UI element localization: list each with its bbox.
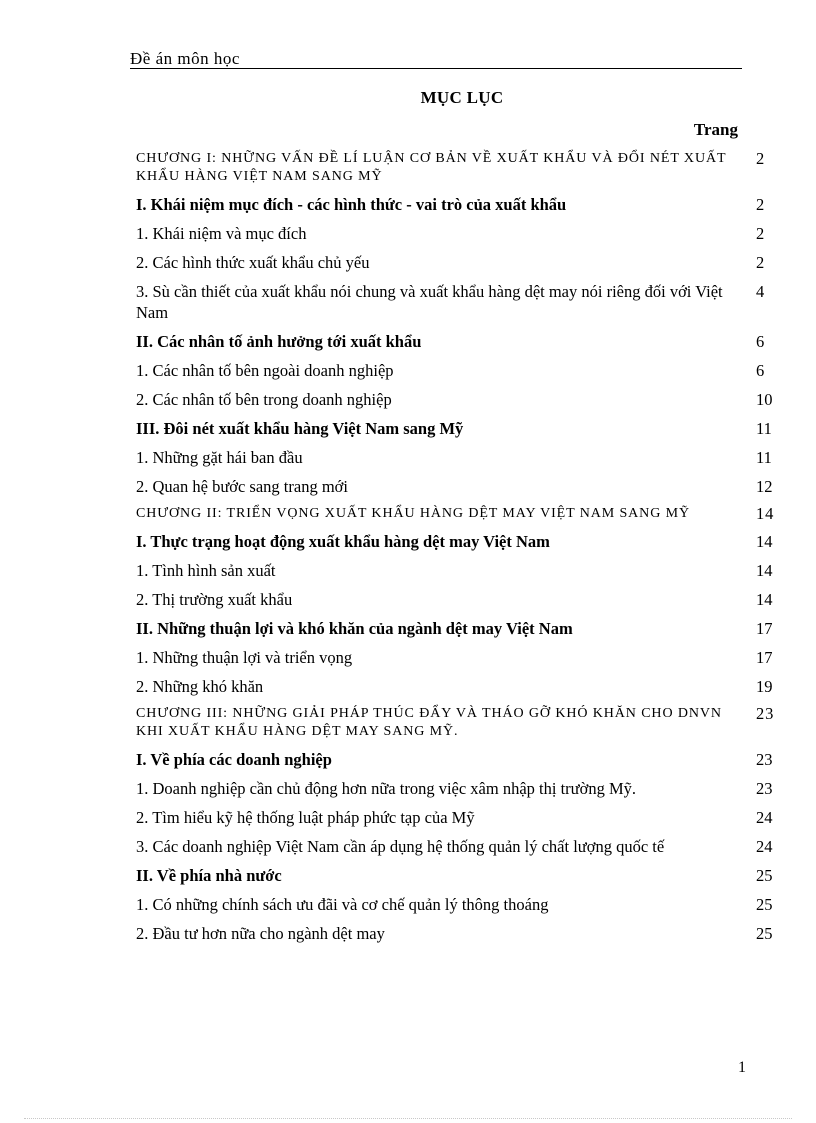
toc-entry-title: 1. Những thuận lợi và triển vọng [136,648,353,667]
toc-subsection-entry[interactable] [136,778,776,799]
toc-entry-title: 2. Các nhân tố bên trong doanh nghiệp [136,390,392,409]
toc-entry-title: 1. Các nhân tố bên ngoài doanh nghiệp [136,361,394,380]
toc-entry-page: 6 [756,361,765,380]
toc-entry-page: 4 [756,282,765,301]
toc-entry-page: 11 [756,448,772,467]
toc-entry-title: 1. Doanh nghiệp cần chủ động hơn nữa trong việc xâm nhập thị trường Mỹ. [136,779,636,798]
toc-entry-page: 17 [756,619,773,638]
toc-subsection-entry[interactable] [136,836,776,857]
toc-entry-page: 17 [756,648,773,667]
toc-entry-title: 2. Tìm hiểu kỹ hệ thống luật pháp phức tạp của Mỹ [136,808,475,827]
toc-title: MỤC LỤC [420,88,504,107]
toc-entry-title: 1. Có những chính sách ưu đãi và cơ chế quản lý thông thoáng [136,895,549,914]
toc-entry-title: CHƯƠNG I: NHỮNG VẤN ĐỀ LÍ LUẬN CƠ BẢN VỀ XUẤT KHẨU VÀ ĐỔI NÉT XUẤT KHẨU HÀNG VIỆT NAM SANG MỸ [136,151,727,184]
toc-entry-title: III. Đôi nét xuất khẩu hàng Việt Nam sang Mỹ [136,419,464,438]
toc-entry-title: II. Những thuận lợi và khó khăn của ngành dệt may Việt Nam [136,619,573,638]
toc-entry-title: 2. Những khó khăn [136,677,264,696]
toc-subsection-entry[interactable] [136,676,776,697]
toc-entry-title: 1. Những gặt hái ban đầu [136,448,303,467]
toc-entry-page: 23 [756,704,775,723]
toc-entry-page: 2 [756,224,765,243]
toc-entry-page: 25 [756,895,773,914]
toc-chapter-entry[interactable] [136,505,776,523]
toc-entry-title: CHƯƠNG II: TRIỂN VỌNG XUẤT KHẨU HÀNG DỆT MAY VIỆT NAM SANG MỸ [136,506,690,521]
toc-entry-page: 23 [756,779,773,798]
toc-entry-title: I. Về phía các doanh nghiệp [136,750,332,769]
toc-entry-title: II. Về phía nhà nước [136,866,282,885]
toc-entry-title: 1. Tình hình sản xuất [136,561,276,580]
toc-entry-page: 11 [756,419,772,438]
toc-entry-title: I. Khái niệm mục đích - các hình thức - vai trò của xuất khẩu [136,195,567,214]
toc-entry-page: 19 [756,677,773,696]
toc-section-entry[interactable] [136,531,776,552]
toc-entry-page: 24 [756,837,773,856]
toc-entry-title: II. Các nhân tố ảnh hưởng tới xuất khẩu [136,332,422,351]
toc-entry-page: 25 [756,866,773,885]
toc-subsection-entry[interactable] [136,560,776,581]
page-number: 1 [738,1059,746,1076]
toc-entry-page: 25 [756,924,773,943]
toc-entry-page: 24 [756,808,773,827]
toc-entry-title: 2. Đầu tư hơn nữa cho ngành dệt may [136,924,385,943]
toc-section-entry[interactable] [136,194,776,215]
toc-entry-page: 23 [756,750,773,769]
toc-chapter-entry[interactable] [136,150,776,186]
page-bottom-divider [24,1118,792,1119]
toc-entry-page: 6 [756,332,765,351]
toc-subsection-entry[interactable] [136,223,776,244]
toc-subsection-entry[interactable] [136,281,776,323]
toc-subsection-entry[interactable] [136,807,776,828]
toc-entry-title: 2. Các hình thức xuất khẩu chủ yếu [136,253,370,272]
toc-subsection-entry[interactable] [136,476,776,497]
toc-entry-title: 3. Các doanh nghiệp Việt Nam cần áp dụng hệ thống quản lý chất lượng quốc tế [136,837,665,856]
table-of-contents [136,150,776,952]
toc-entry-page: 2 [756,253,765,272]
toc-section-entry[interactable] [136,618,776,639]
toc-subsection-entry[interactable] [136,252,776,273]
toc-entry-page: 14 [756,590,773,609]
toc-subsection-entry[interactable] [136,389,776,410]
toc-subsection-entry[interactable] [136,923,776,944]
toc-entry-title: I. Thực trạng hoạt động xuất khẩu hàng dệt may Việt Nam [136,532,550,551]
toc-section-entry[interactable] [136,418,776,439]
toc-subsection-entry[interactable] [136,589,776,610]
toc-entry-title: 3. Sù cần thiết của xuất khẩu nói chung và xuất khẩu hàng dệt may nói riêng đối với Việt Nam [136,282,723,322]
toc-subsection-entry[interactable] [136,447,776,468]
page-column-label: Trang [693,120,738,139]
toc-chapter-entry[interactable] [136,705,776,741]
toc-entry-page: 12 [756,477,773,496]
toc-section-entry[interactable] [136,865,776,886]
toc-entry-title: 2. Thị trường xuất khẩu [136,590,293,609]
toc-entry-page: 14 [756,504,775,523]
toc-subsection-entry[interactable] [136,360,776,381]
toc-section-entry[interactable] [136,749,776,770]
toc-section-entry[interactable] [136,331,776,352]
toc-entry-title: 1. Khái niệm và mục đích [136,224,307,243]
toc-subsection-entry[interactable] [136,894,776,915]
toc-entry-page: 14 [756,532,773,551]
toc-entry-page: 2 [756,195,765,214]
toc-entry-page: 14 [756,561,773,580]
toc-entry-page: 10 [756,390,773,409]
document-header [130,48,742,69]
toc-entry-title: 2. Quan hệ bước sang trang mới [136,477,348,496]
toc-entry-title: CHƯƠNG III: NHỮNG GIẢI PHÁP THÚC ĐẨY VÀ THÁO GỠ KHÓ KHĂN CHO DNVN KHI XUẤT KHẨU HÀNG DỆT MAY SANG MỸ. [136,706,722,739]
header-title: Đề án môn học [130,49,240,68]
toc-subsection-entry[interactable] [136,647,776,668]
toc-entry-page: 2 [756,149,766,168]
